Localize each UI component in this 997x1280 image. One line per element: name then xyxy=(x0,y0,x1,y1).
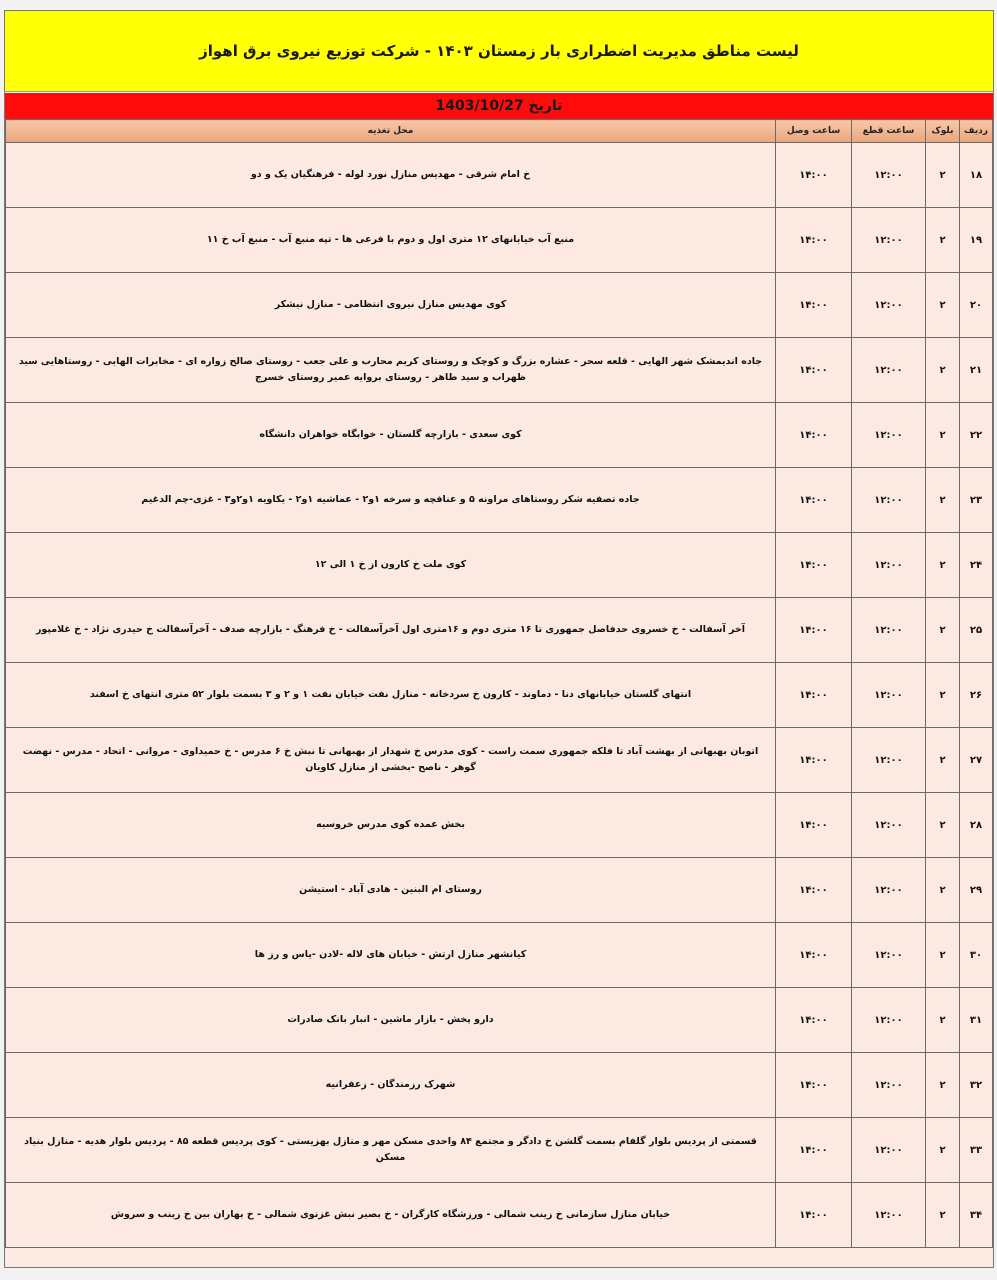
area-cell: شهرک رزمندگان - زعفرانیه xyxy=(6,1053,776,1118)
row-number-cell: ۳۱ xyxy=(960,988,993,1053)
connect-time-cell: ۱۴:۰۰ xyxy=(776,793,852,858)
table-row xyxy=(6,1118,993,1183)
header-cut-time: ساعت قطع xyxy=(852,120,926,143)
table-row xyxy=(6,208,993,273)
row-number-cell: ۲۶ xyxy=(960,663,993,728)
area-cell: کوی ملت خ کارون از خ ۱ الی ۱۲ xyxy=(6,533,776,598)
area-cell: خیابان منازل سازمانی خ زینب شمالی - ورزشگاه کارگران - خ بصیر نبش غزنوی شمالی - خ بهاران بین خ زینب و سروش xyxy=(6,1183,776,1248)
block-cell: ۲ xyxy=(926,208,960,273)
table-row xyxy=(6,468,993,533)
area-cell: بخش عمده کوی مدرس خروسیه xyxy=(6,793,776,858)
table-row xyxy=(6,598,993,663)
block-cell: ۲ xyxy=(926,663,960,728)
area-cell: انتهای گلستان خیابانهای دنا - دماوند - کارون خ سردخانه - منازل نفت خیابان نفت ۱ و ۲ و ۳ بسمت بلوار ۵۲ متری انتهای خ اسفند xyxy=(6,663,776,728)
cut-time-cell: ۱۲:۰۰ xyxy=(852,1118,926,1183)
connect-time-cell: ۱۴:۰۰ xyxy=(776,273,852,338)
cut-time-cell: ۱۲:۰۰ xyxy=(852,1053,926,1118)
cut-time-cell: ۱۲:۰۰ xyxy=(852,403,926,468)
row-number-cell: ۳۰ xyxy=(960,923,993,988)
area-cell: خ امام شرقی - مهدیس منازل نورد لوله - فرهنگیان یک و دو xyxy=(6,143,776,208)
cut-time-cell: ۱۲:۰۰ xyxy=(852,793,926,858)
header-connect-time: ساعت وصل xyxy=(776,120,852,143)
table-row xyxy=(6,338,993,403)
connect-time-cell: ۱۴:۰۰ xyxy=(776,728,852,793)
table-row xyxy=(6,273,993,338)
cut-time-cell: ۱۲:۰۰ xyxy=(852,988,926,1053)
cut-time-cell: ۱۲:۰۰ xyxy=(852,208,926,273)
block-cell: ۲ xyxy=(926,923,960,988)
row-number-cell: ۱۸ xyxy=(960,143,993,208)
header-block: بلوک xyxy=(926,120,960,143)
area-cell: جاده اندیمشک شهر الهایی - قلعه سحر - عشاره بزرگ و کوچک و روستای کریم محارب و علی جعب - روستای صالح زواره ای - مخابرات الهایی - روستاهایی سید ظهراب و سید طاهر - روستای بروایه عمیر روستای خسرج xyxy=(6,338,776,403)
connect-time-cell: ۱۴:۰۰ xyxy=(776,1183,852,1248)
area-cell: قسمتی از پردیس بلوار گلفام بسمت گلشن خ دادگر و مجتمع ۸۴ واحدی مسکن مهر و منازل بهزیستی - کوی پردیس قطعه ۸۵ - پردیس بلوار هدیه - منازل بنیاد مسکن xyxy=(6,1118,776,1183)
table-row xyxy=(6,923,993,988)
block-cell: ۲ xyxy=(926,273,960,338)
block-cell: ۲ xyxy=(926,143,960,208)
row-number-cell: ۲۲ xyxy=(960,403,993,468)
table-body xyxy=(6,143,993,1248)
date-banner: تاریخ 1403/10/27 xyxy=(5,92,993,119)
block-cell: ۲ xyxy=(926,468,960,533)
connect-time-cell: ۱۴:۰۰ xyxy=(776,858,852,923)
area-cell: جاده تصفیه شکر روستاهای مراونه ۵ و عنافچه و سرخه ۱و۲ - عماشیه ۱و۲ - یکاویه ۱و۲و۳ - غزی-چم الدغیم xyxy=(6,468,776,533)
area-cell: اتوبان بهبهانی از بهشت آباد تا فلکه جمهوری سمت راست - کوی مدرس خ شهدار از بهبهانی تا نبش خ ۶ مدرس - خ حمیداوی - مروانی - اتحاد - مدرس - نهضت گوهر - ناصح -بخشی از منازل کاویان xyxy=(6,728,776,793)
block-cell: ۲ xyxy=(926,793,960,858)
table-row xyxy=(6,143,993,208)
row-number-cell: ۳۳ xyxy=(960,1118,993,1183)
cut-time-cell: ۱۲:۰۰ xyxy=(852,338,926,403)
row-number-cell: ۲۷ xyxy=(960,728,993,793)
connect-time-cell: ۱۴:۰۰ xyxy=(776,208,852,273)
block-cell: ۲ xyxy=(926,728,960,793)
cut-time-cell: ۱۲:۰۰ xyxy=(852,1183,926,1248)
area-cell: روستای ام البنین - هادی آباد - استیشن xyxy=(6,858,776,923)
table-row xyxy=(6,728,993,793)
table-row xyxy=(6,533,993,598)
header-row-number: ردیف xyxy=(960,120,993,143)
cut-time-cell: ۱۲:۰۰ xyxy=(852,923,926,988)
area-cell: دارو پخش - بازار ماشین - انبار بانک صادرات xyxy=(6,988,776,1053)
row-number-cell: ۲۹ xyxy=(960,858,993,923)
table-header-row xyxy=(6,120,993,143)
block-cell: ۲ xyxy=(926,403,960,468)
page-title: لیست مناطق مدیریت اضطراری بار زمستان ۱۴۰۳ - شرکت توزیع نیروی برق اهواز xyxy=(5,11,993,92)
area-cell: منبع آب خیابانهای ۱۲ متری اول و دوم با فرعی ها - تپه منبع آب - منبع آب خ ۱۱ xyxy=(6,208,776,273)
block-cell: ۲ xyxy=(926,988,960,1053)
row-number-cell: ۲۸ xyxy=(960,793,993,858)
cut-time-cell: ۱۲:۰۰ xyxy=(852,533,926,598)
row-number-cell: ۲۳ xyxy=(960,468,993,533)
block-cell: ۲ xyxy=(926,1053,960,1118)
block-cell: ۲ xyxy=(926,598,960,663)
connect-time-cell: ۱۴:۰۰ xyxy=(776,923,852,988)
header-area: محل تغذیه xyxy=(6,120,776,143)
row-number-cell: ۲۵ xyxy=(960,598,993,663)
cut-time-cell: ۱۲:۰۰ xyxy=(852,858,926,923)
block-cell: ۲ xyxy=(926,858,960,923)
row-number-cell: ۲۱ xyxy=(960,338,993,403)
connect-time-cell: ۱۴:۰۰ xyxy=(776,338,852,403)
area-cell: کیانشهر منازل ارتش - خیابان های لاله -لادن -یاس و رز ها xyxy=(6,923,776,988)
connect-time-cell: ۱۴:۰۰ xyxy=(776,663,852,728)
area-cell: آخر آسفالت - خ خسروی حدفاصل جمهوری تا ۱۶ متری دوم و ۱۶متری اول آخرآسفالت - خ فرهنگ - بازارچه صدف - آخرآسفالت خ حیدری نژاد - خ غلامپور xyxy=(6,598,776,663)
connect-time-cell: ۱۴:۰۰ xyxy=(776,403,852,468)
table-row xyxy=(6,663,993,728)
outage-table xyxy=(5,119,993,1248)
table-row xyxy=(6,1053,993,1118)
row-number-cell: ۳۲ xyxy=(960,1053,993,1118)
table-row xyxy=(6,793,993,858)
block-cell: ۲ xyxy=(926,533,960,598)
area-cell: کوی سعدی - بازارچه گلستان - خوابگاه خواهران دانشگاه xyxy=(6,403,776,468)
cut-time-cell: ۱۲:۰۰ xyxy=(852,663,926,728)
schedule-sheet xyxy=(4,10,994,1268)
cut-time-cell: ۱۲:۰۰ xyxy=(852,598,926,663)
connect-time-cell: ۱۴:۰۰ xyxy=(776,1053,852,1118)
connect-time-cell: ۱۴:۰۰ xyxy=(776,988,852,1053)
block-cell: ۲ xyxy=(926,338,960,403)
connect-time-cell: ۱۴:۰۰ xyxy=(776,143,852,208)
connect-time-cell: ۱۴:۰۰ xyxy=(776,598,852,663)
connect-time-cell: ۱۴:۰۰ xyxy=(776,1118,852,1183)
block-cell: ۲ xyxy=(926,1183,960,1248)
row-number-cell: ۳۴ xyxy=(960,1183,993,1248)
table-row xyxy=(6,988,993,1053)
row-number-cell: ۲۰ xyxy=(960,273,993,338)
row-number-cell: ۲۴ xyxy=(960,533,993,598)
block-cell: ۲ xyxy=(926,1118,960,1183)
cut-time-cell: ۱۲:۰۰ xyxy=(852,468,926,533)
cut-time-cell: ۱۲:۰۰ xyxy=(852,273,926,338)
row-number-cell: ۱۹ xyxy=(960,208,993,273)
table-row xyxy=(6,403,993,468)
connect-time-cell: ۱۴:۰۰ xyxy=(776,468,852,533)
connect-time-cell: ۱۴:۰۰ xyxy=(776,533,852,598)
cut-time-cell: ۱۲:۰۰ xyxy=(852,143,926,208)
area-cell: کوی مهدیس منازل نیروی انتظامی - منازل نیشکر xyxy=(6,273,776,338)
table-row xyxy=(6,858,993,923)
table-row xyxy=(6,1183,993,1248)
cut-time-cell: ۱۲:۰۰ xyxy=(852,728,926,793)
